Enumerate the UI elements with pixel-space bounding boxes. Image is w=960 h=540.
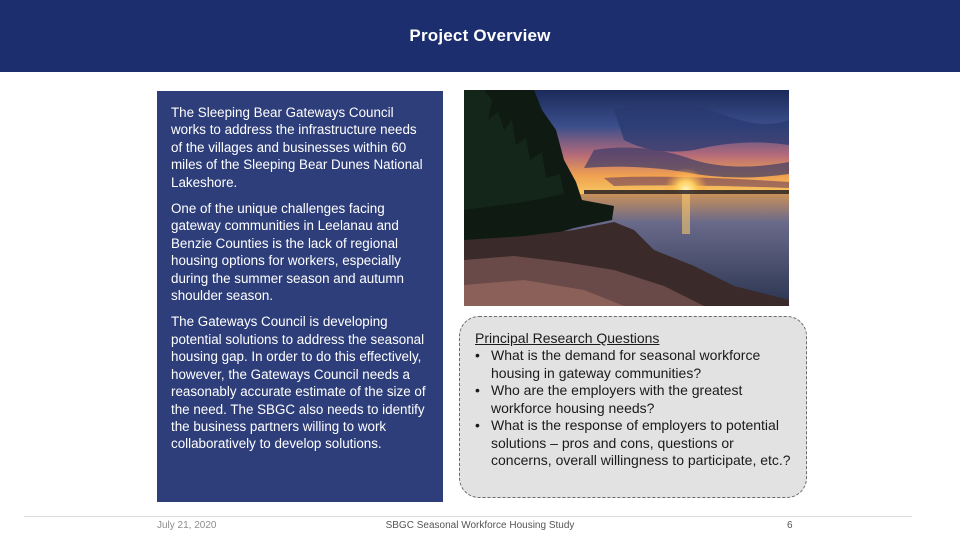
bullet-icon: • — [475, 417, 480, 433]
footer-date: July 21, 2020 — [157, 520, 217, 531]
overview-paragraph-1: The Sleeping Bear Gateways Council works to address the infrastructure needs of the villages and businesses within 60 miles of the Sleeping Bear Dunes National Lakeshore. — [171, 105, 423, 190]
sunset-lake-photo — [464, 90, 789, 306]
footer-page-number: 6 — [787, 520, 793, 531]
list-item — [475, 382, 792, 417]
research-questions-box — [459, 316, 807, 498]
overview-text-box — [157, 91, 443, 502]
list-item — [475, 347, 792, 382]
research-questions-list — [475, 347, 792, 470]
question-text: Who are the employers with the greatest workforce housing needs? — [491, 382, 743, 416]
overview-paragraph-3: The Gateways Council is developing potential solutions to address the seasonal housing gap. In order to do this effectively, however, the Gateways Council needs a reasonably accurate estimate of the size of the need. The SBGC also needs to identify the business partners willing to work collaboratively to develop solutions. — [171, 314, 426, 452]
bullet-icon: • — [475, 382, 480, 398]
research-questions-title: Principal Research Questions — [475, 330, 660, 346]
bullet-icon: • — [475, 347, 480, 363]
sunset-lake-illustration — [464, 90, 789, 306]
slide-title: Project Overview — [409, 26, 551, 45]
slide-header — [0, 0, 960, 72]
question-text: What is the demand for seasonal workforce housing in gateway communities? — [491, 347, 761, 381]
overview-paragraph-2: One of the unique challenges facing gateway communities in Leelanau and Benzie Counties is the lack of regional housing options for workers, especially during the summer season and autumn shoulder season. — [171, 201, 404, 304]
question-text: What is the response of employers to potential solutions – pros and cons, questions or concerns, overall willingness to participate, etc.? — [491, 417, 791, 468]
footer-study-title: SBGC Seasonal Workforce Housing Study — [385, 520, 575, 531]
footer-divider — [24, 516, 912, 517]
list-item — [475, 417, 792, 470]
